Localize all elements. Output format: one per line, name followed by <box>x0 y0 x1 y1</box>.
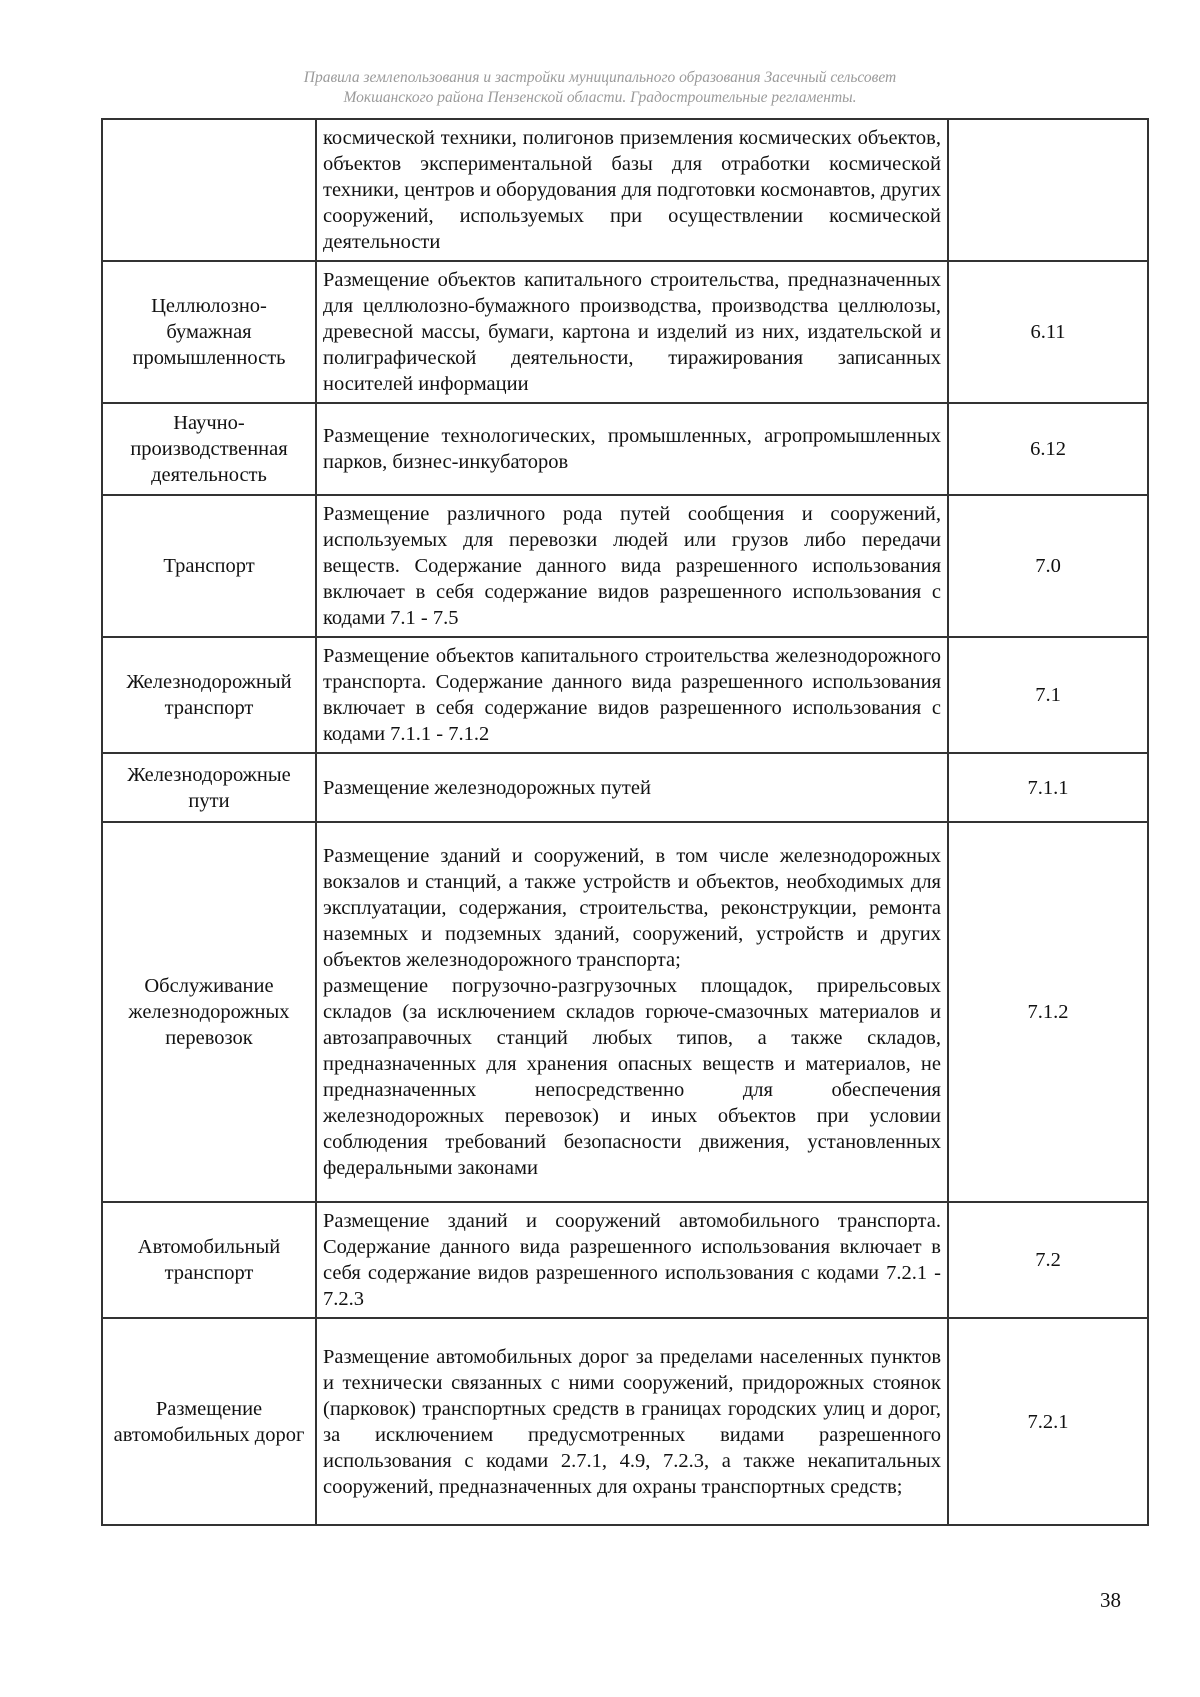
table-row <box>102 495 1148 637</box>
use-description <box>316 637 948 753</box>
use-description <box>316 753 948 822</box>
land-use-table <box>101 118 1149 1526</box>
use-name <box>102 119 316 261</box>
description-paragraph: Размещение объектов капитального строительства железнодорожного транспорта. Содержание данного вида разрешенного использования включает в себя содержание видов разрешенного использования с кодами 7.1.1 - 7.1.2 <box>323 645 941 745</box>
use-name: Железнодорожный транспорт <box>102 637 316 753</box>
description-paragraph: Размещение автомобильных дорог за пределами населенных пунктов и технически связанных с ними сооружений, придорожных стоянок (парковок) транспортных средств в границах городских улиц и дорог, за исключением предусмотренных видами разрешенного использования с кодами 2.7.1, 4.9, 7.2.3, а также некапитальных сооружений, предназначенных для охраны транспортных средств; <box>323 1345 941 1498</box>
use-description <box>316 261 948 403</box>
description-paragraph: размещение погрузочно-разгрузочных площадок, прирельсовых складов (за исключением складов горюче-смазочных материалов и автозаправочных станций любых типов, а также складов, предназначенных для хранения опасных веществ и материалов, не предназначенных непосредственно для обеспечения железнодорожных перевозок) и иных объектов при условии соблюдения требований безопасности движения, установленных федеральными законами <box>323 975 941 1179</box>
use-description <box>316 403 948 495</box>
header-line-2: Мокшанского района Пензенской области. Градостроительные регламенты. <box>343 89 857 106</box>
table-row <box>102 822 1148 1202</box>
table-row <box>102 1202 1148 1318</box>
use-code: 7.0 <box>948 495 1148 637</box>
use-name: Автомобильный транспорт <box>102 1202 316 1318</box>
use-description <box>316 1202 948 1318</box>
use-name: Научно-производственная деятельность <box>102 403 316 495</box>
use-name: Железнодорожные пути <box>102 753 316 822</box>
use-code: 7.1.2 <box>948 822 1148 1202</box>
use-description <box>316 1318 948 1525</box>
table-row <box>102 753 1148 822</box>
use-name: Транспорт <box>102 495 316 637</box>
description-paragraph: Размещение железнодорожных путей <box>323 776 651 799</box>
use-code <box>948 119 1148 261</box>
use-code: 6.11 <box>948 261 1148 403</box>
description-paragraph: Размещение технологических, промышленных, агропромышленных парков, бизнес-инкубаторов <box>323 425 941 473</box>
use-description <box>316 495 948 637</box>
use-code: 7.2.1 <box>948 1318 1148 1525</box>
header-line-1: Правила землепользования и застройки муниципального образования Засечный сельсовет <box>303 69 897 86</box>
table-row <box>102 119 1148 261</box>
page-header <box>100 68 1100 108</box>
use-code: 7.1 <box>948 637 1148 753</box>
description-paragraph: Размещение зданий и сооружений, в том числе железнодорожных вокзалов и станций, а также устройств и объектов, необходимых для эксплуатации, содержания, строительства, реконструкции, ремонта наземных и подземных зданий, сооружений, устройств и других объектов железнодорожного транспорта; <box>323 845 941 971</box>
page-number: 38 <box>1100 1588 1121 1612</box>
description-paragraph: Размещение зданий и сооружений автомобильного транспорта. Содержание данного вида разрешенного использования включает в себя содержание видов разрешенного использования с кодами 7.2.1 - 7.2.3 <box>323 1210 941 1310</box>
table-row <box>102 403 1148 495</box>
use-name: Целлюлозно-бумажная промышленность <box>102 261 316 403</box>
use-code: 7.1.1 <box>948 753 1148 822</box>
table-row <box>102 1318 1148 1525</box>
use-description <box>316 119 948 261</box>
table-row <box>102 637 1148 753</box>
use-code: 7.2 <box>948 1202 1148 1318</box>
use-name: Обслуживание железнодорожных перевозок <box>102 822 316 1202</box>
table-row <box>102 261 1148 403</box>
description-paragraph: Размещение различного рода путей сообщения и сооружений, используемых для перевозки людей или грузов либо передачи веществ. Содержание данного вида разрешенного использования включает в себя содержание видов разрешенного использования с кодами 7.1 - 7.5 <box>323 503 941 629</box>
description-paragraph: космической техники, полигонов приземления космических объектов, объектов экспериментальной базы для отработки космической техники, центров и оборудования для подготовки космонавтов, других сооружений, используемых при осуществлении космической деятельности <box>323 127 941 253</box>
description-paragraph: Размещение объектов капитального строительства, предназначенных для целлюлозно-бумажного производства, производства целлюлозы, древесной массы, бумаги, картона и изделий из них, издательской и полиграфической деятельности, тиражирования записанных носителей информации <box>323 269 941 395</box>
use-name: Размещение автомобильных дорог <box>102 1318 316 1525</box>
use-description <box>316 822 948 1202</box>
use-code: 6.12 <box>948 403 1148 495</box>
